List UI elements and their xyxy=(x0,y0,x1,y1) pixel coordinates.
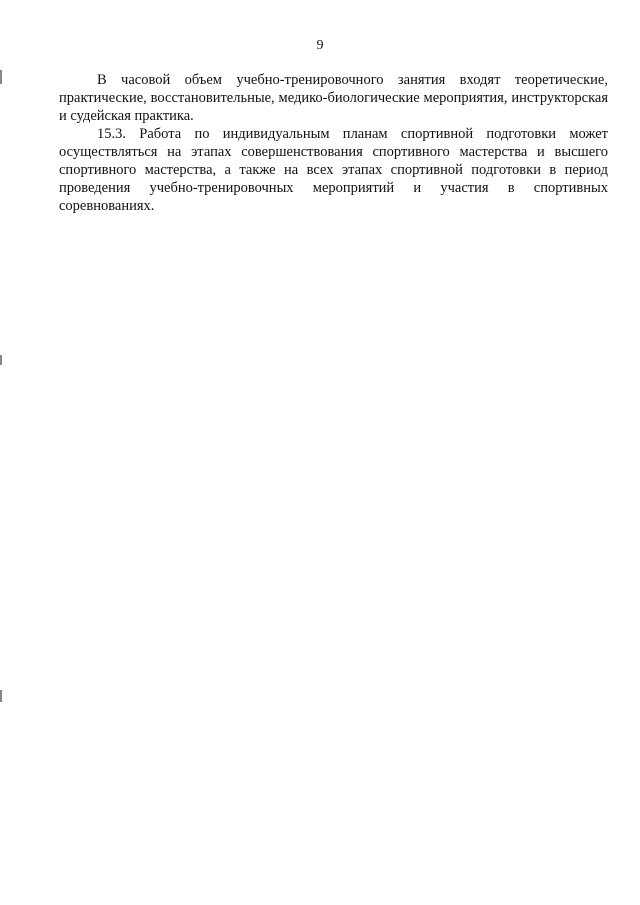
paragraph-training-session-content: В часовой объем учебно-тренировочного занятия входят теоретические, практические, восстановительные, медико-биологические мероприятия, инструкторская и судейская практика. xyxy=(59,72,608,124)
body-text xyxy=(59,71,608,215)
left-edge-mark xyxy=(0,70,2,84)
left-edge-mark xyxy=(0,690,2,702)
left-edge-mark xyxy=(0,355,2,365)
paragraph-15-3-individual-plans: 15.3. Работа по индивидуальным планам спортивной подготовки может осуществляться на этапах совершенствования спортивного мастерства и высшего спортивного мастерства, а также на всех этапах спортивной подготовки в период проведения учебно-тренировочных мероприятий и участия в спортивных соревнованиях. xyxy=(59,126,608,214)
page-number: 9 xyxy=(316,38,324,53)
